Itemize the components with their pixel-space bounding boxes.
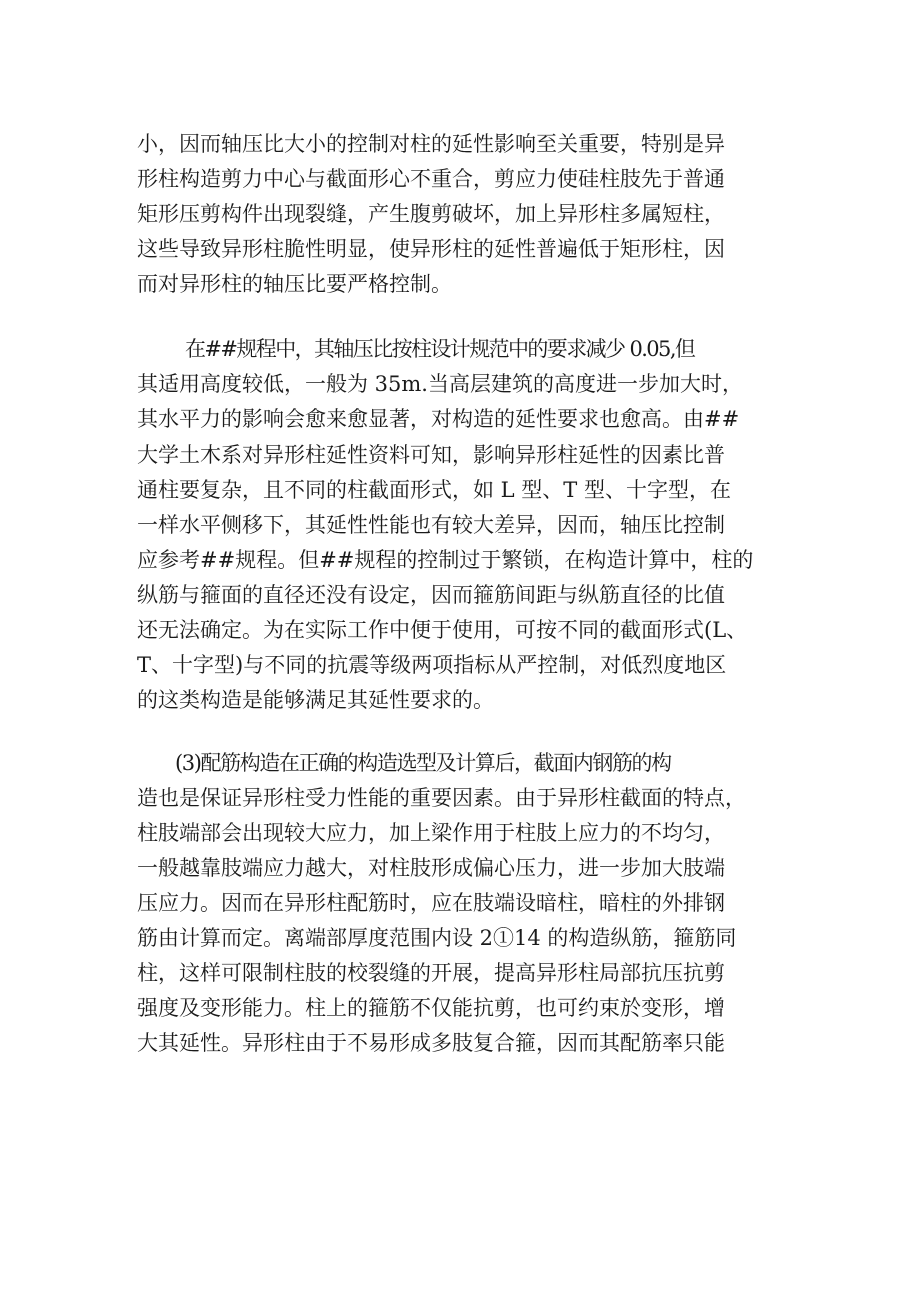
text-line: 一样水平侧移下，其延性性能也有较大差异，因而，轴压比控制 <box>137 513 725 537</box>
text-line: 强度及变形能力。柱上的箍筋不仅能抗剪，也可约束於变形，增 <box>137 996 725 1020</box>
text-line: 其水平力的影响会愈来愈显著，对构造的延性要求也愈高。由## <box>137 407 740 431</box>
text-line: (3)配筋构造在正确的构造选型及计算后，截面内钢筋的构 <box>175 751 671 775</box>
text-line: 的这类构造是能够满足其延性要求的。 <box>137 688 494 712</box>
text-line: 应参考##规程。但##规程的控制过于繁锁，在构造计算中，柱的 <box>137 548 754 572</box>
text-line: 柱，这样可限制柱肢的校裂缝的开展，提高异形柱局部抗压抗剪 <box>137 961 725 985</box>
text-line: 柱肢端部会出现较大应力，加上梁作用于柱肢上应力的不均匀， <box>137 821 725 845</box>
text-line: 还无法确定。为在实际工作中便于使用，可按不同的截面形式(L、 <box>137 618 748 642</box>
text-line: 在##规程中，其轴压比按柱设计规范中的要求减少 0.05,但 <box>185 337 695 361</box>
text-line: 造也是保证异形柱受力性能的重要因素。由于异形柱截面的特点， <box>137 786 746 810</box>
text-line: 形柱构造剪力中心与截面形心不重合，剪应力使硅柱肢先于普通 <box>137 167 725 191</box>
text-line: 一般越靠肢端应力越大，对柱肢形成偏心压力，进一步加大肢端 <box>137 856 725 880</box>
text-line: 矩形压剪构件出现裂缝，产生腹剪破坏，加上异形柱多属短柱， <box>137 202 725 226</box>
text-line: T、十字型)与不同的抗震等级两项指标从严控制，对低烈度地区 <box>137 653 727 677</box>
text-line: 其适用高度较低，一般为 35m.当高层建筑的高度进一步加大时， <box>137 372 743 396</box>
text-line: 压应力。因而在异形柱配筋时，应在肢端设暗柱，暗柱的外排钢 <box>137 891 725 915</box>
text-line: 筋由计算而定。离端部厚度范围内设 2①14 的构造纵筋，箍筋同 <box>137 926 737 950</box>
text-line: 大学土木系对异形柱延性资料可知，影响异形柱延性的因素比普 <box>137 443 725 467</box>
text-line: 通柱要复杂，且不同的柱截面形式，如 L 型、T 型、十字型，在 <box>137 478 731 502</box>
text-line: 小，因而轴压比大小的控制对柱的延性影响至关重要，特别是异 <box>137 132 725 156</box>
text-line: 这些导致异形柱脆性明显，使异形柱的延性普遍低于矩形柱，因 <box>137 237 725 261</box>
text-line: 纵筋与箍面的直径还没有设定，因而箍筋间距与纵筋直径的比值 <box>137 583 725 607</box>
text-line: 而对异形柱的轴压比要严格控制。 <box>137 272 452 296</box>
text-line: 大其延性。异形柱由于不易形成多肢复合箍，因而其配筋率只能 <box>137 1031 725 1055</box>
